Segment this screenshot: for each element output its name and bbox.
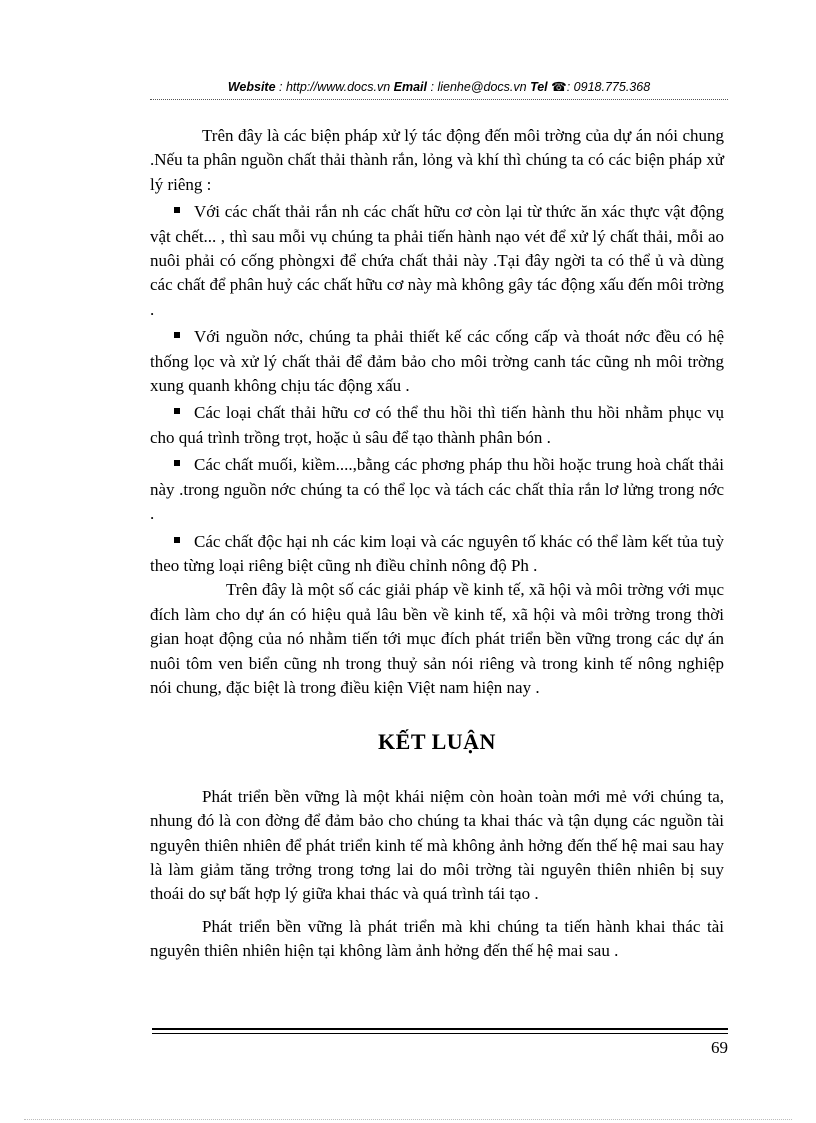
email-separator: :: [427, 80, 438, 94]
list-item-text: Các chất độc hại nh các kim loại và các nguyên tố khác có thể làm kết tủa tuỳ theo từng loại riêng biệt cũng nh điều chỉnh nông độ Ph .: [150, 531, 724, 575]
page-header: [150, 79, 728, 94]
intro-paragraph: Trên đây là các biện pháp xử lý tác động đến môi trờng của dự án nói chung .Nếu ta phân nguồn chất thải thành rắn, lỏng và khí thì chúng ta có các biện pháp xử lý riêng :: [150, 126, 724, 194]
list-item: [150, 453, 724, 526]
bullet-icon: [174, 332, 180, 338]
website-separator: :: [275, 80, 286, 94]
bullet-icon: [174, 207, 180, 213]
header-divider: [150, 99, 728, 100]
list-item: [150, 325, 724, 398]
conclusion-paragraph-2: Phát triển bền vững là phát triển mà khi chúng ta tiến hành khai thác tài nguyên thiên nhiên hiện tại không làm ảnh hởng đến thế hệ mai sau .: [150, 916, 724, 961]
footer-divider-thick: [152, 1028, 728, 1030]
bullet-icon: [174, 537, 180, 543]
website-label: Website: [227, 80, 276, 94]
bullet-icon: [174, 408, 180, 414]
list-item: [150, 530, 724, 579]
list-item-text: Với nguồn nớc, chúng ta phải thiết kế các cống cấp và thoát nớc đều có hệ thống lọc và xử lý chất thải để đảm bảo cho môi trờng canh tác cũng nh môi trờng xung quanh không chịu tác động xấu .: [150, 327, 724, 396]
tel-value: : 0918.775.368: [566, 80, 651, 94]
conclusion-heading: KẾT LUẬN: [378, 729, 496, 755]
email-value[interactable]: lienhe@docs.vn: [437, 80, 527, 94]
tel-label: Tel: [530, 80, 548, 94]
list-item-text: Các loại chất thải hữu cơ có thể thu hồi thì tiến hành thu hồi nhằm phục vụ cho quá trình trồng trọt, hoặc ủ sâu để tạo thành phân bón .: [150, 403, 724, 447]
bullet-icon: [174, 460, 180, 466]
email-label: Email: [393, 80, 428, 94]
footer-divider-thin: [152, 1033, 728, 1034]
page-content: [150, 124, 724, 964]
list-item: [150, 401, 724, 450]
page-number: 69: [711, 1038, 728, 1057]
summary-paragraph: Trên đây là một số các giải pháp về kinh tế, xã hội và môi trờng với mục đích làm cho dự án có hiệu quả lâu bền về kinh tế, xã hội và môi trờng trong thời gian hoạt động của nó nhằm tiến tới mục đích phát triển bền vững trong các dự án nuôi tôm ven biển cũng nh trong thuỷ sản nói riêng và trong kinh tế nông nghiệp nói chung, đặc biệt là trong điều kiện Việt nam hiện nay .: [150, 580, 724, 697]
page-bottom-border: [24, 1119, 792, 1120]
list-item-text: Các chất muối, kiềm....,bằng các phơng pháp thu hồi hoặc trung hoà chất thải này .trong nguồn nớc chúng ta có thể lọc và tách các chất thỉa rắn lơ lửng trong nớc .: [150, 455, 724, 524]
list-item: [150, 200, 724, 322]
website-url[interactable]: http://www.docs.vn: [285, 80, 391, 94]
conclusion-paragraph-1: Phát triển bền vững là một khái niệm còn hoàn toàn mới mẻ với chúng ta, nhung đó là con đờng để đảm bảo cho chúng ta khai thác và tận dụng các nguồn tài nguyên thiên nhiên để phát triển kinh tế mà không ảnh hởng đến thế hệ mai sau hay là làm giảm tăng trởng trong tơng lai do môi trờng tài nguyên thiên nhiên bị suy thoái do sự bất hợp lý giữa khai thác và quá trình tái tạo .: [150, 786, 724, 904]
phone-icon: ☎: [551, 80, 567, 94]
list-item-text: Với các chất thải rắn nh các chất hữu cơ còn lại từ thức ăn xác thực vật động vật chết... , thì sau mỗi vụ chúng ta phải tiến hành nạo vét để xử lý chất thải, mỗi ao nuôi phải có cống phòngxi để chứa chất thải này .Tại đây ngời ta có thể ủ và dùng các chất để phân huỷ các chất hữu cơ này mà không gây tác động xấu đến môi trờng .: [150, 202, 724, 319]
